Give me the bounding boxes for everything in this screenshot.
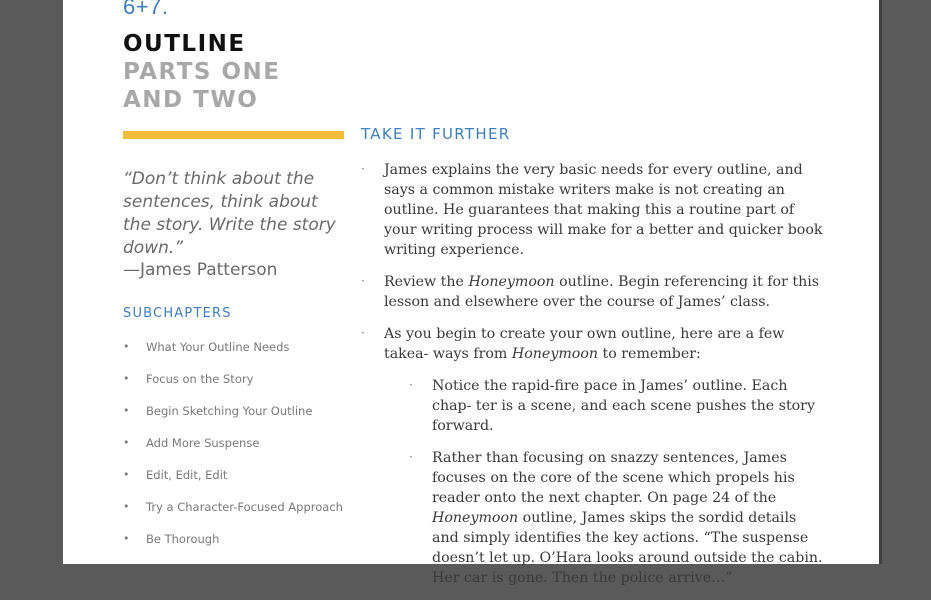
bullet-icon: •: [123, 372, 130, 385]
subchapter-label: Add More Suspense: [146, 436, 260, 450]
bullet-icon: •: [123, 532, 130, 545]
book-title: Honeymoon: [432, 510, 519, 526]
subchapter-label: Begin Sketching Your Outline: [146, 404, 313, 418]
sub-item-text: Notice the rapid-fire pace in James’ outline. Each chap- ter is a scene, and each scene pushes the story forward.: [432, 378, 815, 434]
subchapter-label: Focus on the Story: [146, 372, 254, 386]
book-title: Honeymoon: [511, 346, 599, 362]
title-line-1: OUTLINE: [123, 31, 246, 57]
bullet-icon: •: [123, 404, 130, 417]
take-it-further-list: [361, 160, 826, 600]
sub-item-text-b: outline, James skips the sordid details and simply identifies the key actions. “The suspense doesn’t let up. O’Hara looks around outside the cabin. Her car is gone. Then the police arrive…”: [432, 510, 823, 586]
bullet-icon: ·: [409, 378, 413, 392]
bullet-icon: ·: [409, 450, 413, 464]
bullet-icon: •: [123, 436, 130, 449]
subchapter-item[interactable]: [123, 402, 343, 434]
subchapter-item[interactable]: [123, 498, 343, 530]
chapter-number: 6+7.: [123, 0, 169, 19]
subchapter-item[interactable]: [123, 530, 343, 562]
subchapter-item[interactable]: [123, 370, 343, 402]
title-line-3: AND TWO: [123, 87, 259, 113]
item-text-a: As you begin to create your own outline, here are a few takea- ways from: [384, 326, 785, 362]
list-item: [361, 160, 826, 260]
bullet-icon: ·: [361, 326, 365, 340]
bullet-icon: •: [123, 500, 130, 513]
item-text-a: Review the: [384, 274, 469, 290]
subchapter-item[interactable]: [123, 434, 343, 466]
chapter-title: [123, 30, 281, 114]
list-item: [361, 272, 826, 312]
subchapter-label: What Your Outline Needs: [146, 340, 290, 354]
subchapters-heading: SUBCHAPTERS: [123, 306, 232, 321]
accent-bar: [123, 131, 344, 139]
subchapter-label: Edit, Edit, Edit: [146, 468, 228, 482]
sub-list-item: [384, 376, 826, 436]
item-text-b: outline. Begin referencing it for this lesson and elsewhere over the course of James’ class.: [384, 274, 820, 310]
sub-list: [384, 376, 826, 588]
list-item: [361, 324, 826, 588]
bullet-icon: ·: [361, 274, 365, 288]
subchapter-item[interactable]: [123, 466, 343, 498]
document-page: [63, 0, 879, 586]
sub-list-item: [384, 448, 826, 588]
subchapter-label: Be Thorough: [146, 532, 220, 546]
item-text: James explains the very basic needs for every outline, and says a common mistake writers make is not creating an outline. He guarantees that making this a routine part of your writing process will make for a better and quicker book writing experience.: [384, 162, 823, 258]
page-edge: [879, 0, 882, 564]
title-line-2: PARTS ONE: [123, 59, 281, 85]
item-text-b: to remember:: [598, 346, 701, 362]
bullet-icon: ·: [361, 162, 365, 176]
book-title: Honeymoon: [468, 274, 555, 290]
subchapters-list: [123, 338, 343, 562]
subchapter-item[interactable]: [123, 338, 343, 370]
subchapter-label: Try a Character-Focused Approach: [146, 500, 343, 514]
pull-quote: “Don’t think about the sentences, think about the story. Write the story down.”: [123, 169, 336, 258]
section-heading: TAKE IT FURTHER: [361, 125, 511, 143]
bullet-icon: •: [123, 468, 130, 481]
sub-item-text-a: Rather than focusing on snazzy sentences, James focuses on the core of the scene which propels his reader onto the next chapter. On page 24 of the: [432, 450, 795, 506]
bullet-icon: •: [123, 340, 130, 353]
quote-attribution: —James Patterson: [123, 260, 278, 280]
